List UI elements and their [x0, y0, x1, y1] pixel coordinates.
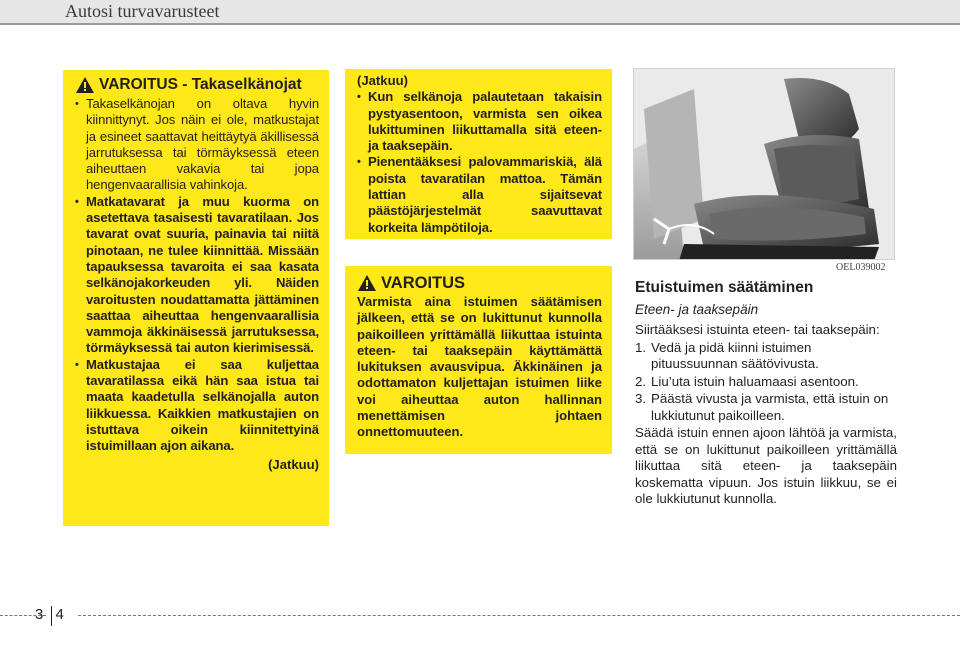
list-item: • Matkustajaa ei saa kuljettaa tavaratilassa eikä hän saa istua tai maata kaadetulla selkänojalla auton liikkuessa. Kaikkien matkustajien on istuttava oikein kiinnitettyinä istuimillaan ajon aikana.: [75, 357, 319, 455]
list-item: • Kun selkänoja palautetaan takaisin pystyasentoon, varmista sen oikea lukittuminen liikuttamalla sitä eteen- ja taaksepäin.: [357, 89, 602, 154]
section-body: [635, 322, 897, 508]
page-header-title: Autosi turvavarusteet: [65, 1, 220, 21]
warning-triangle-icon: [75, 76, 95, 94]
warning-box-rear-seatbacks: [63, 70, 329, 526]
step-text: Vedä ja pidä kiinni istuimen pituussuunnan säätövivusta.: [651, 339, 819, 371]
section-heading: Etuistuimen säätäminen: [635, 279, 814, 296]
step-text: Päästä vivusta ja varmista, että istuin on lukkiutunut paikoilleen.: [651, 391, 889, 423]
step-number: 3.: [635, 391, 647, 406]
list-item: [635, 391, 897, 424]
section-subheading: Eteen- ja taaksepäin: [635, 302, 759, 317]
intro-text: Siirtääksesi istuinta eteen- tai taaksepäin:: [635, 322, 880, 337]
step-number: 1.: [635, 339, 647, 355]
page-index: 4: [55, 606, 68, 623]
header-divider: [0, 23, 960, 25]
page-number-separator: [51, 606, 52, 626]
warning-box-seat-lock: [345, 266, 612, 454]
list-item: • Takaselkänojan on oltava hyvin kiinnittynyt. Jos näin ei ole, matkustajat ja esineet saattavat heittäytyä äkillisessä jarrutuksessa tai törmäyksessä eteen aiheuttaen vakavia tai jopa hengenvaarallisia vahinkoja.: [75, 96, 319, 194]
warning-triangle-icon: [357, 274, 377, 292]
figure-code: OEL039002: [836, 262, 886, 273]
page-section: 3: [35, 606, 48, 623]
warning-title-text: VAROITUS - Takaselkänojat: [99, 76, 302, 93]
warning-title: [357, 274, 602, 292]
list-item: [635, 374, 897, 391]
warning-title: [75, 76, 319, 94]
continued-label: (Jatkuu): [357, 73, 408, 88]
step-number: 2.: [635, 373, 647, 389]
page-number: [35, 606, 68, 623]
footer-divider: [78, 615, 960, 616]
warning-title-text: VAROITUS: [381, 274, 466, 292]
step-text: Liu’uta istuin haluamaasi asentoon.: [651, 373, 859, 389]
seat-illustration: [633, 68, 895, 260]
outro-text: Säädä istuin ennen ajoon lähtöä ja varmista, että se on lukittunut paikoilleen yrittämällä liikuttaa sitä eteen- ja taaksepäin koskematta vipuun. Jos istuin liikkuu, se ei ole lukkiutunut kunnolla.: [635, 425, 897, 506]
warning-list: [75, 96, 319, 455]
warning-text: Varmista aina istuimen säätämisen jälkeen, että se on lukittunut kunnolla paikoilleen yrittämällä liikuttaa istuinta eteen- tai taaksepäin käyttämättä lukituksen avausvipua. Äkkinäinen ja odottamaton kuljettajan istuimen liike voi aiheuttaa auton hallinnan menettämisen johtaen onnettomuuteen.: [357, 294, 602, 440]
warning-box-continued: [345, 69, 612, 239]
list-item: • Pienentääksesi palovammariskiä, älä poista tavaratilan mattoa. Tämän lattian alla sijaitsevat päästöjärjestelmät saavuttavat korkeita lämpötiloja.: [357, 154, 602, 235]
continued-label: (Jatkuu): [268, 456, 319, 472]
warning-list: [357, 89, 602, 236]
steps-list: [635, 340, 897, 425]
car-seat-icon: [634, 69, 895, 260]
list-item: • Matkatavarat ja muu kuorma on asetettava tasaisesti tavaratilaan. Jos tavarat ovat suuria, painavia tai niitä pinotaan, ne tulee kiinnittää. Missään tapauksessa tavaroita ei saa kasata selkänojakorkeuden yli. Näiden varoitusten noudattamatta jättäminen saattaa aiheuttaa hengenvaarallisia vammoja äkkinäisessä jarrutuksessa, törmäyksessä tai auton kierimisessä.: [75, 194, 319, 357]
list-item: [635, 340, 897, 373]
